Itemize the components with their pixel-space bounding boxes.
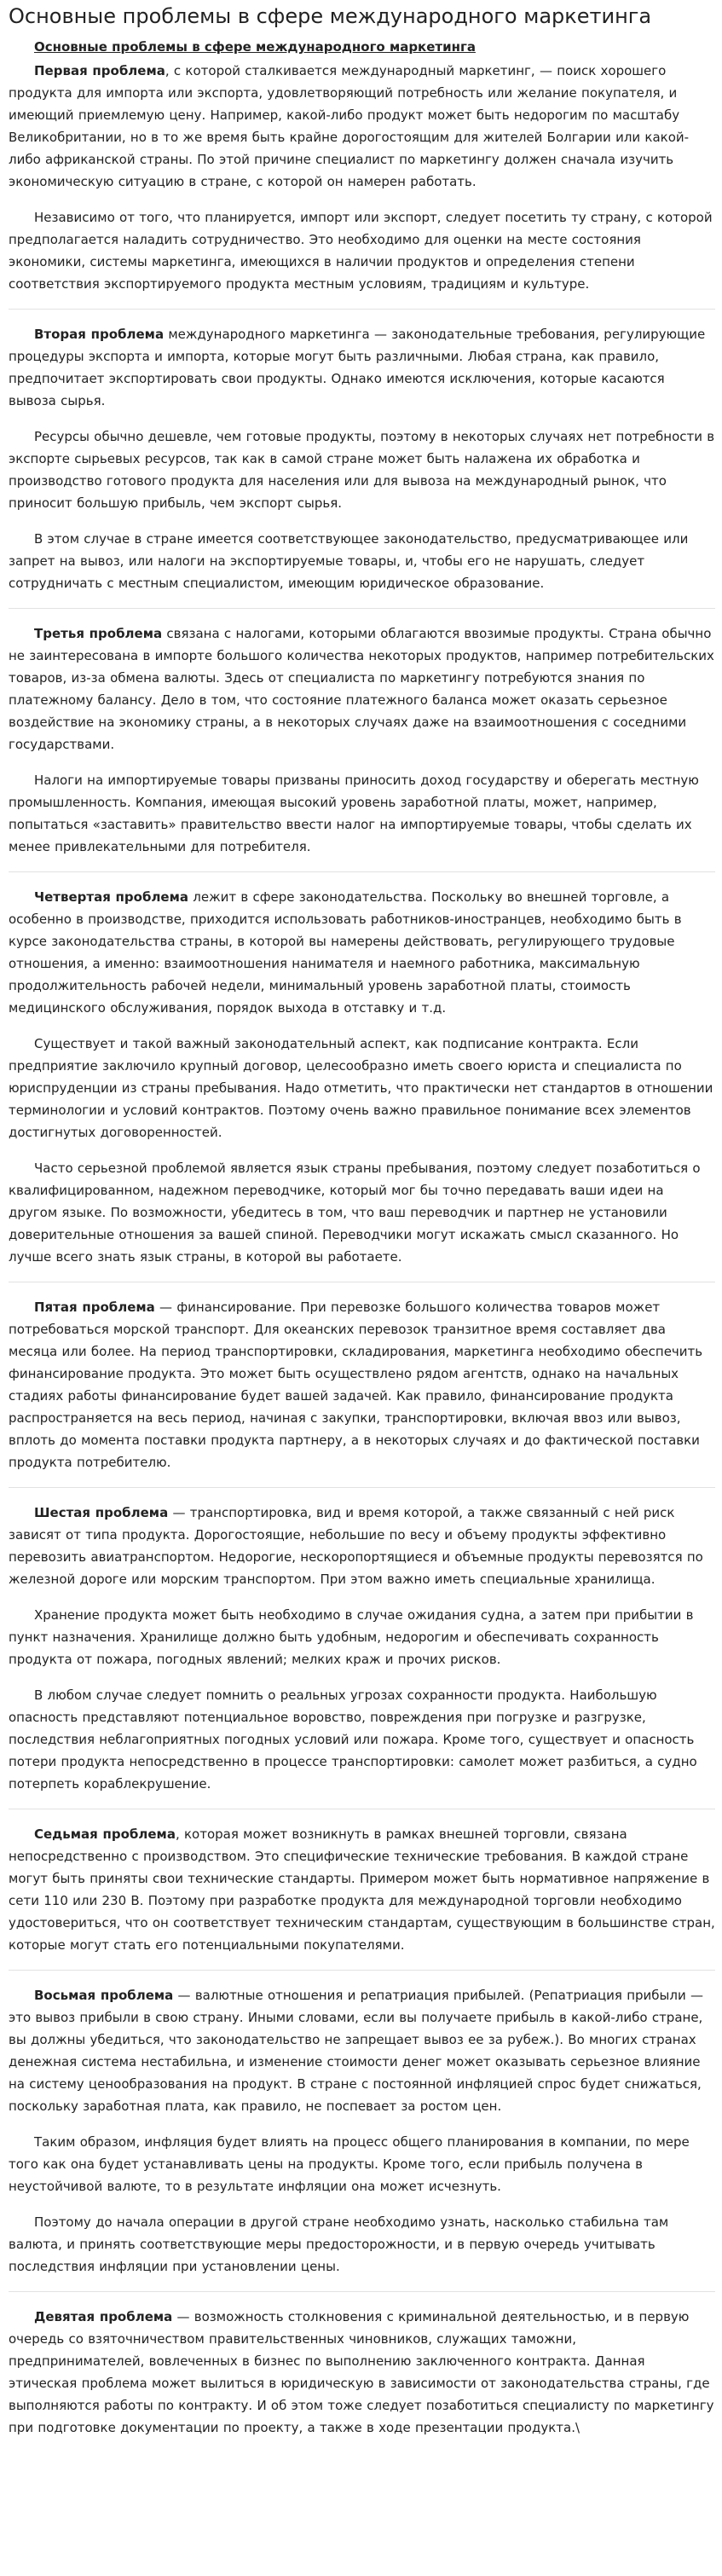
paragraph-lead: Первая проблема [34,63,165,78]
paragraph [9,206,715,295]
paragraph-text: Поэтому до начала операции в другой стране необходимо узнать, насколько стабильна там валюта, и принять соответствующие меры предосторожности, и в первую очередь учитывать последствия инфляции при установлении цены. [9,2214,669,2274]
paragraph-lead: Девятая проблема [34,2309,173,2324]
paragraph [9,1157,715,1268]
document-page [0,3,722,2576]
paragraph [9,1823,715,1956]
paragraph [9,1502,715,1590]
paragraph [9,1604,715,1670]
paragraph-text: Существует и такой важный законодательный аспект, как подписание контракта. Если предприятие заключило крупный договор, целесообразно иметь своего юриста и специалиста по юриспруденции из страны пребывания. Надо отметить, что практически нет стандартов в отношении терминологии и условий контрактов. Поэтому очень важно правильное понимание всех элементов достигнутых договоренностей. [9,1036,713,1140]
document-body [9,60,715,2439]
paragraph [9,2211,715,2278]
paragraph-text: Таким образом, инфляция будет влиять на процесс общего планирования в компании, по мере того как она будет устанавливать цены на продукты. Кроме того, если прибыль получена в неустойчивой валюте, то в результате инфляции она может исчезнуть. [9,2134,690,2194]
paragraph [9,323,715,412]
paragraph-text: — возможность столкновения с криминальной деятельностью, и в первую очередь со взяточничеством правительственных чиновников, служащих таможни, предпринимателей, вовлеченных в бизнес по выполнению заключенного контракта. Данная этическая проблема может вылиться в юридическую в зависимости от законодательства страны, где выполняются работы по контракту. И об этом тоже следует позаботиться специалисту по маркетингу при подготовке документации по проекту, а также в ходе презентации продукта.\ [9,2309,714,2435]
paragraph-lead: Седьмая проблема [34,1826,176,1842]
paragraph-text: В этом случае в стране имеется соответствующее законодательство, предусматривающее или запрет на вывоз, или налоги на экспортируемые товары, и, чтобы его не нарушать, следует сотрудничать с местным специалистом, имеющим юридическое образование. [9,531,689,591]
section-divider [9,1970,715,1971]
section-divider [9,309,715,310]
paragraph-text: , с которой сталкивается международный маркетинг, — поиск хорошего продукта для импорта или экспорта, удовлетворяющий потребность или желание покупателя, и имеющий приемлемую цену. Например, какой-либо продукт может быть недорогим по масштабу Великобритании, но в то же время быть крайне дорогостоящим для жителей Болгарии или какой-либо африканской страны. По этой причине специалист по маркетингу должен сначала изучить экономическую ситуацию в стране, с которой он намерен работать. [9,63,690,189]
paragraph-text: Независимо от того, что планируется, импорт или экспорт, следует посетить ту страну, с которой предполагается наладить сотрудничество. Это необходимо для оценки на месте состояния экономики, системы маркетинга, имеющихся в наличии продуктов и определения степени соответствия экспортируемого продукта местным условиям, традициям и культуре. [9,210,713,292]
paragraph [9,2131,715,2197]
paragraph [9,425,715,514]
paragraph [9,60,715,193]
paragraph-lead: Четвертая проблема [34,889,188,905]
paragraph [9,1684,715,1795]
paragraph-text: Хранение продукта может быть необходимо в случае ожидания судна, а затем при прибытии в пункт назначения. Хранилище должно быть удобным, недорогим и обеспечивать сохранность продукта от пожара, погодных явлений; мелких краж и прочих рисков. [9,1607,694,1667]
paragraph-text: Часто серьезной проблемой является язык страны пребывания, поэтому следует позаботиться о квалифицированном, надежном переводчике, который мог бы точно передавать ваши идеи на другом языке. По возможности, убедитесь в том, что ваш переводчик и партнер не установили доверительные отношения за вашей спиной. Переводчики могут искажать смысл сказанного. Но лучше всего знать язык страны, в которой вы работаете. [9,1161,701,1265]
paragraph [9,886,715,1019]
paragraph [9,769,715,858]
subtitle: Основные проблемы в сфере международного маркетинга [34,39,476,55]
paragraph [9,1033,715,1143]
paragraph-lead: Восьмая проблема [34,1988,174,2003]
paragraph-text: международного маркетинга — законодательные требования, регулирующие процедуры экспорта и импорта, которые могут быть различными. Любая страна, как правило, предпочитает экспортировать свои продукты. Однако имеются исключения, которые касаются вывоза сырья. [9,327,706,408]
paragraph-text: Ресурсы обычно дешевле, чем готовые продукты, поэтому в некоторых случаях нет потребности в экспорте сырьевых ресурсов, так как в самой стране может быть налажена их обработка и производство готового продукта для населения или для вывоза на международный рынок, что приносит большую прибыль, чем экспорт сырья. [9,429,715,511]
page-title: Основные проблемы в сфере международного маркетинга [9,4,652,28]
paragraph-lead: Вторая проблема [34,327,165,342]
paragraph-text: В любом случае следует помнить о реальных угрозах сохранности продукта. Наибольшую опасность представляют потенциальное воровство, повреждения при погрузке и разгрузке, последствия неблагоприятных погодных условий или пожара. Кроме того, существует и опасность потери продукта непосредственно в процессе транспортировки: самолет может разбиться, а судно потерпеть кораблекрушение. [9,1687,697,1792]
paragraph-text: связана с налогами, которыми облагаются ввозимые продукты. Страна обычно не заинтересована в импорте большого количества некоторых продуктов, например потребительских товаров, из-за обмена валюты. Здесь от специалиста по маркетингу потребуются знания по платежному балансу. Дело в том, что состояние платежного баланса может оказать серьезное воздействие на экономику страны, а в некоторых случаях даже на взаимоотношения с соседними государствами. [9,626,714,752]
section-divider [9,608,715,609]
paragraph [9,2306,715,2439]
paragraph [9,1984,715,2117]
paragraph-text: Налоги на импортируемые товары призваны приносить доход государству и оберегать местную промышленность. Компания, имеющая высокий уровень заработной платы, может, например, попытаться «заставить» правительство ввести налог на импортируемые товары, чтобы сделать их менее привлекательными для потребителя. [9,773,699,854]
paragraph-lead: Шестая проблема [34,1505,169,1520]
paragraph-lead: Третья проблема [34,626,163,641]
paragraph-text: — валютные отношения и репатриация прибылей. (Репатриация прибыли — это вывоз прибыли в свою страну. Иными словами, если вы получаете прибыль в какой-либо стране, вы должны убедиться, что законодательство не запрещает вывоз ее за рубеж.). Во многих странах денежная система нестабильна, и изменение стоимости денег может оказывать серьезное влияние на систему ценообразования на продукт. В стране с постоянной инфляцией спрос будет снижаться, поскольку заработная плата, как правило, не поспевает за ростом цен. [9,1988,703,2114]
paragraph-lead: Пятая проблема [34,1300,155,1315]
paragraph-text: , которая может возникнуть в рамках внешней торговли, связана непосредственно с производством. Это специфические технические требования. В каждой стране могут быть приняты свои технические стандарты. Примером может быть нормативное напряжение в сети 110 или 230 В. Поэтому при разработке продукта для международной торговли необходимо удостовериться, что он соответствует техническим стандартам, существующим в большинстве стран, которые могут стать его потенциальными покупателями. [9,1826,715,1953]
paragraph [9,622,715,755]
paragraph-text: — финансирование. При перевозке большого количества товаров может потребоваться морской транспорт. Для океанских перевозок транзитное время составляет два месяца или более. На период транспортировки, складирования, маркетинга необходимо обеспечить финансирование продукта. Это может быть осуществлено рядом агентств, однако на начальных стадиях работы финансирование будет вашей задачей. Как правило, финансирование продукта распространяется на весь период, начиная с закупки, транспортировки, включая ввоз или вывоз, вплоть до момента поставки продукта партнеру, а в некоторых случаях и до фактической поставки продукта потребителю. [9,1300,703,1470]
paragraph [9,1296,715,1473]
paragraph [9,528,715,594]
section-divider [9,1487,715,1488]
paragraph-text: лежит в сфере законодательства. Поскольку во внешней торговле, а особенно в производстве, приходится использовать работников-иностранцев, необходимо быть в курсе законодательства страны, в которой вы намерены действовать, регулирующего трудовые отношения, а именно: взаимоотношения нанимателя и наемного работника, максимальную продолжительность рабочей недели, минимальный уровень заработной платы, стоимость медицинского обслуживания, порядок выхода в отставку и т.д. [9,889,682,1016]
section-divider [9,2291,715,2292]
section-divider [9,871,715,872]
paragraph-text: — транспортировка, вид и время которой, а также связанный с ней риск зависят от типа продукта. Дорогостоящие, небольшие по весу и объему продукты эффективно перевозить авиатранспортом. Недорогие, нескоропортящиеся и объемные продукты перевозятся по железной дороге или морским транспортом. При этом важно иметь специальные хранилища. [9,1505,703,1587]
